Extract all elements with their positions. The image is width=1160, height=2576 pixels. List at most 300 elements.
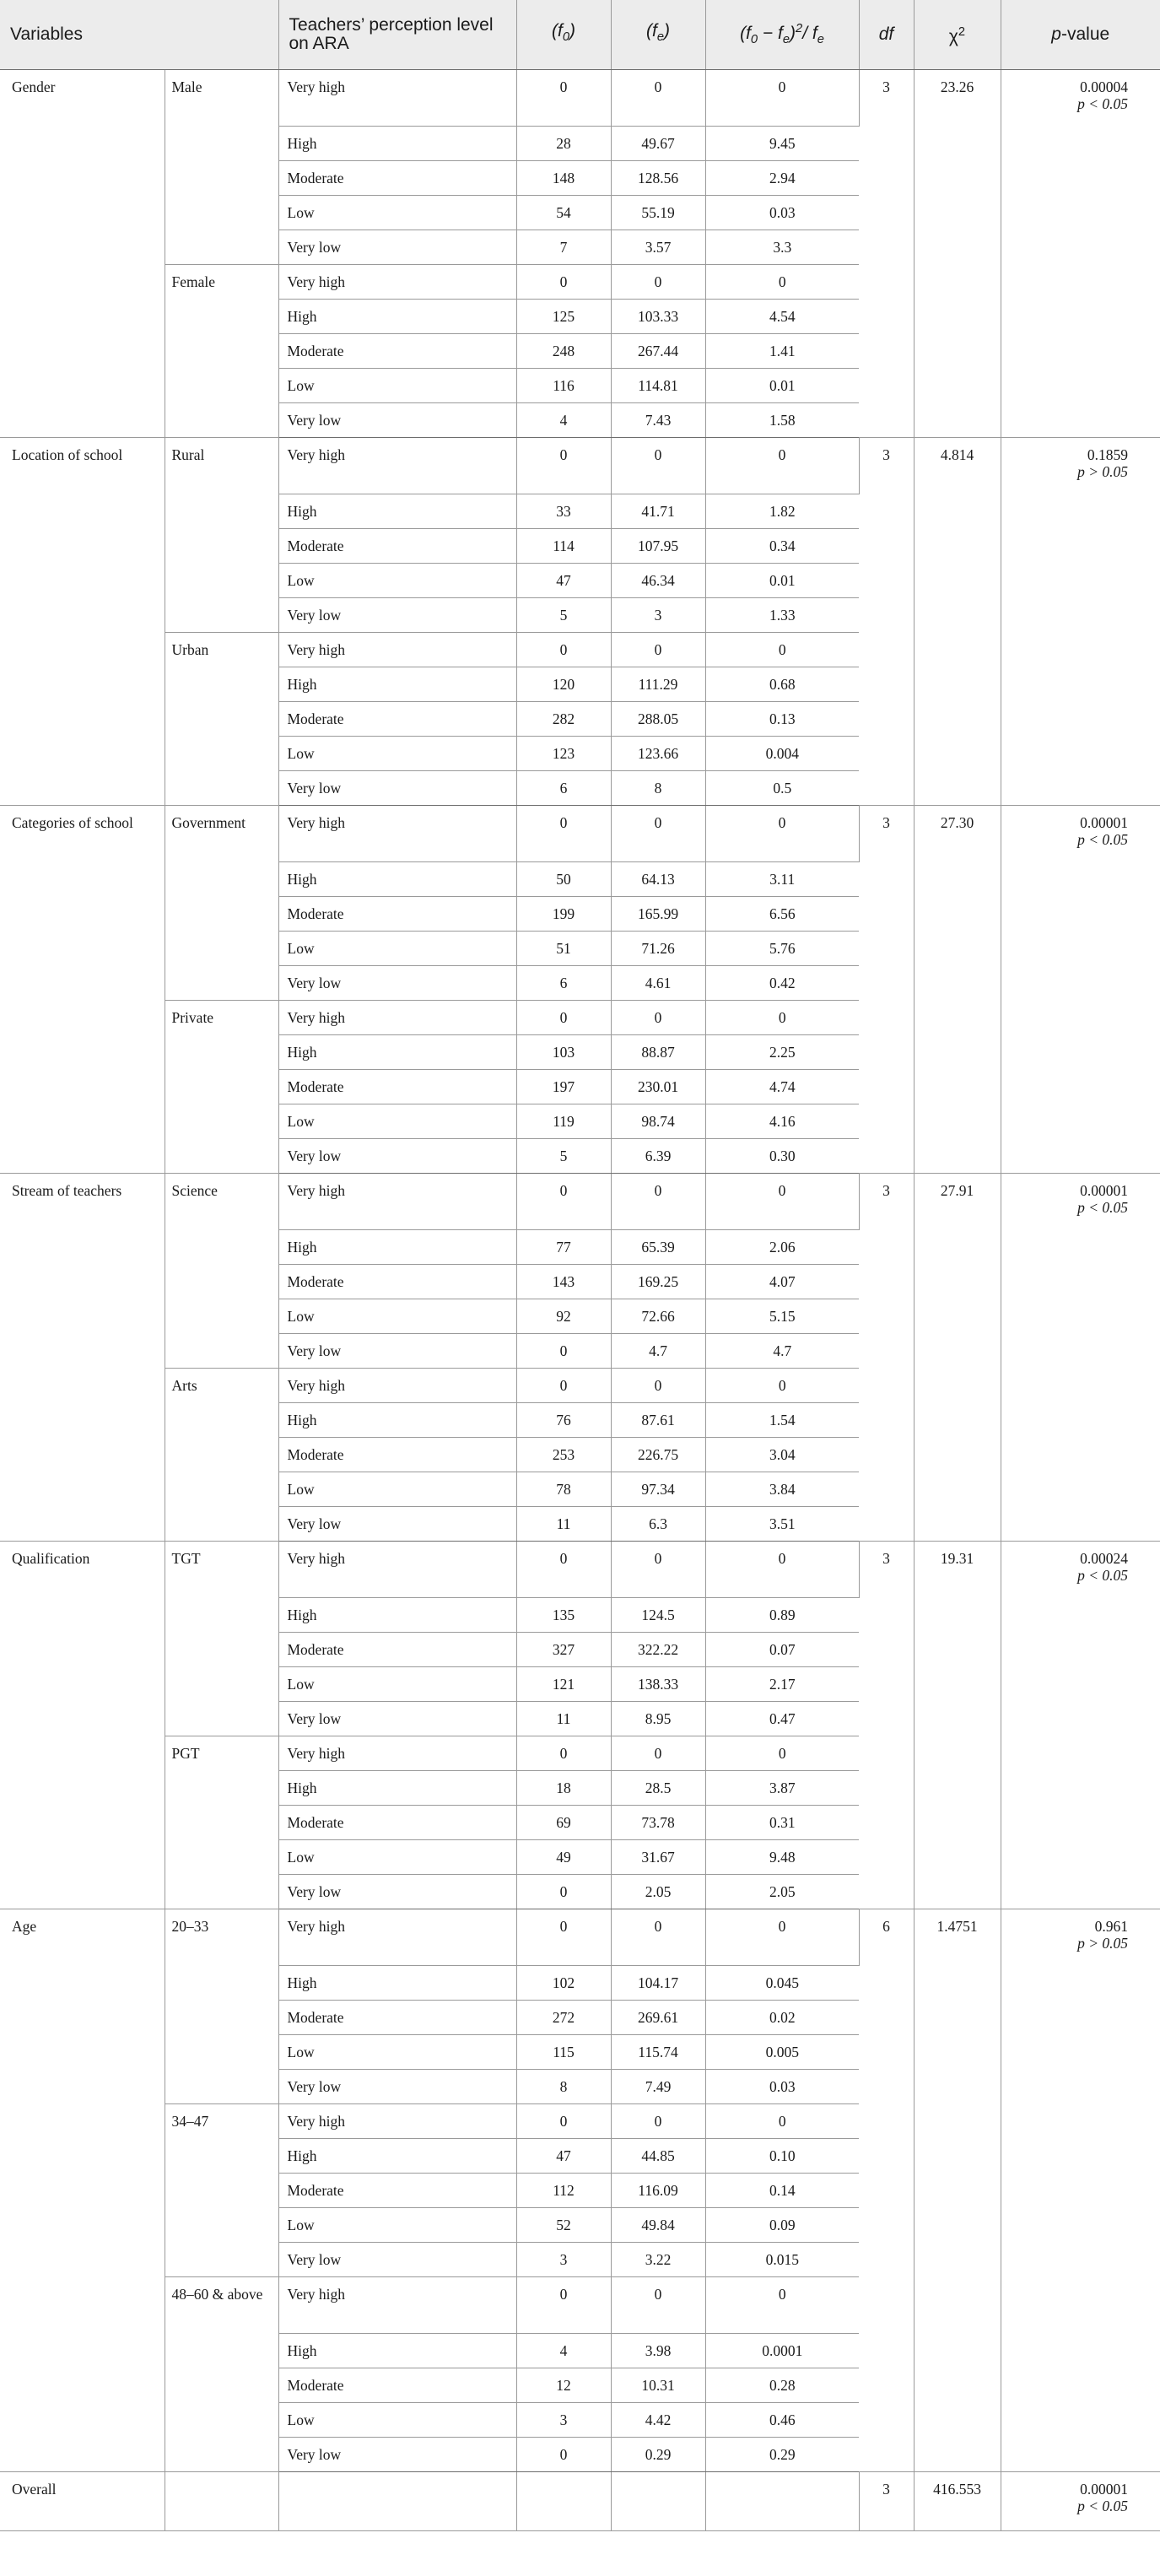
subgroup-name: Science (165, 1174, 278, 1369)
chi-component: 0.02 (705, 2001, 859, 2035)
observed-frequency: 0 (516, 1909, 611, 1966)
chi-component: 0.89 (705, 1598, 859, 1633)
variable-name: Stream of teachers (0, 1174, 165, 1542)
perception-level: Moderate (278, 2368, 516, 2403)
expected-frequency: 8.95 (611, 1702, 705, 1736)
perception-level: Low (278, 1667, 516, 1702)
chi-component: 0.005 (705, 2035, 859, 2070)
observed-frequency: 33 (516, 494, 611, 529)
empty-cell (516, 2472, 611, 2531)
subgroup-name: Male (165, 70, 278, 265)
observed-frequency: 0 (516, 2104, 611, 2139)
expected-frequency: 114.81 (611, 369, 705, 403)
perception-level: Moderate (278, 2001, 516, 2035)
p-value-number: 0.961 (1094, 1918, 1128, 1935)
expected-frequency: 55.19 (611, 196, 705, 230)
observed-frequency: 8 (516, 2070, 611, 2104)
expected-frequency: 0 (611, 1736, 705, 1771)
expected-frequency: 98.74 (611, 1104, 705, 1139)
expected-frequency: 165.99 (611, 897, 705, 932)
chi-square-value: 1.4751 (914, 1909, 1001, 2472)
observed-frequency: 7 (516, 230, 611, 265)
observed-frequency: 47 (516, 2139, 611, 2174)
perception-level: Very high (278, 1909, 516, 1966)
expected-frequency: 28.5 (611, 1771, 705, 1806)
perception-level: Moderate (278, 1806, 516, 1840)
degrees-of-freedom: 3 (859, 1542, 914, 1909)
observed-frequency: 0 (516, 1542, 611, 1598)
degrees-of-freedom: 6 (859, 1909, 914, 2472)
chi-component: 0.14 (705, 2174, 859, 2208)
chi-component: 3.04 (705, 1438, 859, 1472)
p-value (1001, 438, 1160, 806)
empty-cell (611, 2472, 705, 2531)
expected-frequency: 123.66 (611, 737, 705, 771)
chi-component: 3.51 (705, 1507, 859, 1542)
perception-level: Low (278, 369, 516, 403)
perception-level: Very high (278, 70, 516, 127)
observed-frequency: 50 (516, 862, 611, 897)
expected-frequency: 6.39 (611, 1139, 705, 1174)
perception-level: Moderate (278, 1070, 516, 1104)
chi-component: 0.46 (705, 2403, 859, 2438)
header-row (0, 0, 1160, 70)
perception-level: High (278, 1403, 516, 1438)
header-df: df (859, 0, 914, 70)
expected-frequency: 3.22 (611, 2243, 705, 2277)
expected-frequency: 71.26 (611, 932, 705, 966)
header-fe: $(f_e)$ (611, 0, 705, 70)
observed-frequency: 135 (516, 1598, 611, 1633)
expected-frequency: 169.25 (611, 1265, 705, 1299)
expected-frequency: 0 (611, 265, 705, 300)
perception-level: Moderate (278, 334, 516, 369)
perception-level: Very low (278, 1334, 516, 1369)
table-row (0, 438, 1160, 494)
observed-frequency: 18 (516, 1771, 611, 1806)
perception-level: High (278, 2334, 516, 2368)
perception-level: Moderate (278, 529, 516, 564)
observed-frequency: 76 (516, 1403, 611, 1438)
observed-frequency: 199 (516, 897, 611, 932)
observed-frequency: 0 (516, 1174, 611, 1230)
expected-frequency: 3.57 (611, 230, 705, 265)
subgroup-name: 34–47 (165, 2104, 278, 2277)
expected-frequency: 103.33 (611, 300, 705, 334)
p-value (1001, 2472, 1160, 2531)
chi-component: 1.54 (705, 1403, 859, 1438)
observed-frequency: 248 (516, 334, 611, 369)
observed-frequency: 114 (516, 529, 611, 564)
expected-frequency: 288.05 (611, 702, 705, 737)
perception-level: Low (278, 1299, 516, 1334)
expected-frequency: 0 (611, 1174, 705, 1230)
chi-component: 2.05 (705, 1875, 859, 1909)
significance-note: p > 0.05 (1077, 1935, 1128, 1952)
expected-frequency: 116.09 (611, 2174, 705, 2208)
expected-frequency: 0 (611, 2277, 705, 2334)
expected-frequency: 49.84 (611, 2208, 705, 2243)
perception-level: Very high (278, 1369, 516, 1403)
chi-component: 0.42 (705, 966, 859, 1001)
observed-frequency: 282 (516, 702, 611, 737)
chi-component: 1.58 (705, 403, 859, 438)
expected-frequency: 0 (611, 2104, 705, 2139)
perception-level: High (278, 1035, 516, 1070)
expected-frequency: 0 (611, 1909, 705, 1966)
variable-name: Location of school (0, 438, 165, 806)
expected-frequency: 128.56 (611, 161, 705, 196)
chi-component: 0.28 (705, 2368, 859, 2403)
chi-component: 0.13 (705, 702, 859, 737)
p-value (1001, 70, 1160, 438)
chi-component: 3.87 (705, 1771, 859, 1806)
table-row (0, 1542, 1160, 1598)
observed-frequency: 0 (516, 2277, 611, 2334)
chi-component: 0 (705, 1542, 859, 1598)
chi-component: 5.15 (705, 1299, 859, 1334)
expected-frequency: 111.29 (611, 667, 705, 702)
chi-component: 0 (705, 1001, 859, 1035)
subgroup-name: Female (165, 265, 278, 438)
perception-level: Low (278, 1104, 516, 1139)
expected-frequency: 269.61 (611, 2001, 705, 2035)
observed-frequency: 119 (516, 1104, 611, 1139)
observed-frequency: 5 (516, 1139, 611, 1174)
perception-level: Very low (278, 2243, 516, 2277)
table-row (0, 1909, 1160, 1966)
expected-frequency: 49.67 (611, 127, 705, 161)
observed-frequency: 121 (516, 1667, 611, 1702)
chi-component: 0.29 (705, 2438, 859, 2472)
chi-square-value: 23.26 (914, 70, 1001, 438)
expected-frequency: 322.22 (611, 1633, 705, 1667)
expected-frequency: 6.3 (611, 1507, 705, 1542)
observed-frequency: 3 (516, 2403, 611, 2438)
degrees-of-freedom: 3 (859, 1174, 914, 1542)
chi-square-value: 416.553 (914, 2472, 1001, 2531)
subgroup-name: Arts (165, 1369, 278, 1542)
chi-component: 0 (705, 438, 859, 494)
expected-frequency: 0 (611, 1001, 705, 1035)
perception-level: Very high (278, 2104, 516, 2139)
observed-frequency: 102 (516, 1966, 611, 2001)
perception-level: High (278, 1771, 516, 1806)
observed-frequency: 103 (516, 1035, 611, 1070)
table-row (0, 70, 1160, 127)
chi-component: 6.56 (705, 897, 859, 932)
observed-frequency: 0 (516, 438, 611, 494)
expected-frequency: 0 (611, 1369, 705, 1403)
chi-component: 0 (705, 1174, 859, 1230)
perception-level: High (278, 667, 516, 702)
perception-level: High (278, 127, 516, 161)
chi-component: 0 (705, 2104, 859, 2139)
perception-level: Very low (278, 1875, 516, 1909)
perception-level: Moderate (278, 702, 516, 737)
significance-note: p < 0.05 (1077, 2498, 1128, 2514)
table-body (0, 70, 1160, 2531)
significance-note: p < 0.05 (1077, 1567, 1128, 1584)
observed-frequency: 69 (516, 1806, 611, 1840)
degrees-of-freedom: 3 (859, 2472, 914, 2531)
expected-frequency: 87.61 (611, 1403, 705, 1438)
chi-component: 0 (705, 1736, 859, 1771)
perception-level: Moderate (278, 1438, 516, 1472)
observed-frequency: 54 (516, 196, 611, 230)
table-row (0, 806, 1160, 862)
perception-level: Very low (278, 2438, 516, 2472)
p-value-number: 0.00001 (1080, 1182, 1128, 1199)
perception-level: Very low (278, 598, 516, 633)
header-pvalue: p-value (1001, 0, 1160, 70)
perception-level: Very high (278, 806, 516, 862)
chi-component: 0 (705, 1369, 859, 1403)
observed-frequency: 0 (516, 1875, 611, 1909)
table-row (0, 1174, 1160, 1230)
observed-frequency: 123 (516, 737, 611, 771)
expected-frequency: 0 (611, 70, 705, 127)
chi-component: 4.16 (705, 1104, 859, 1139)
variable-name: Qualification (0, 1542, 165, 1909)
significance-note: p < 0.05 (1077, 831, 1128, 848)
expected-frequency: 7.49 (611, 2070, 705, 2104)
chi-component: 0.31 (705, 1806, 859, 1840)
perception-level: Moderate (278, 2174, 516, 2208)
expected-frequency: 31.67 (611, 1840, 705, 1875)
observed-frequency: 4 (516, 2334, 611, 2368)
perception-level: Very high (278, 2277, 516, 2334)
observed-frequency: 125 (516, 300, 611, 334)
expected-frequency: 226.75 (611, 1438, 705, 1472)
perception-level: Moderate (278, 897, 516, 932)
expected-frequency: 4.61 (611, 966, 705, 1001)
p-value-number: 0.1859 (1087, 446, 1128, 463)
perception-level: Very low (278, 1507, 516, 1542)
chi-component: 0.0001 (705, 2334, 859, 2368)
perception-level: High (278, 2139, 516, 2174)
chi-component: 0.68 (705, 667, 859, 702)
p-value (1001, 1909, 1160, 2472)
variable-name: Categories of school (0, 806, 165, 1174)
perception-level: Very low (278, 966, 516, 1001)
subgroup-name: Rural (165, 438, 278, 633)
subgroup-name: Government (165, 806, 278, 1001)
observed-frequency: 77 (516, 1230, 611, 1265)
chi-component: 0 (705, 806, 859, 862)
subgroup-name: Private (165, 1001, 278, 1174)
observed-frequency: 112 (516, 2174, 611, 2208)
perception-level: Moderate (278, 1265, 516, 1299)
chi-component: 0 (705, 633, 859, 667)
empty-cell (278, 2472, 516, 2531)
perception-level: Moderate (278, 161, 516, 196)
observed-frequency: 11 (516, 1507, 611, 1542)
chi-component: 0.34 (705, 529, 859, 564)
expected-frequency: 44.85 (611, 2139, 705, 2174)
empty-cell (165, 2472, 278, 2531)
overall-row (0, 2472, 1160, 2531)
observed-frequency: 92 (516, 1299, 611, 1334)
observed-frequency: 0 (516, 1334, 611, 1369)
observed-frequency: 49 (516, 1840, 611, 1875)
perception-level: Very high (278, 438, 516, 494)
chi-component: 0.47 (705, 1702, 859, 1736)
chi-component: 0.30 (705, 1139, 859, 1174)
expected-frequency: 138.33 (611, 1667, 705, 1702)
header-perception: Teachers’ perception level on ARA (278, 0, 516, 70)
perception-level: Very high (278, 1174, 516, 1230)
perception-level: Low (278, 737, 516, 771)
chi-component: 1.82 (705, 494, 859, 529)
observed-frequency: 3 (516, 2243, 611, 2277)
chi-component: 0.01 (705, 564, 859, 598)
empty-cell (705, 2472, 859, 2531)
chi-component: 4.07 (705, 1265, 859, 1299)
expected-frequency: 104.17 (611, 1966, 705, 2001)
observed-frequency: 0 (516, 2438, 611, 2472)
expected-frequency: 230.01 (611, 1070, 705, 1104)
chi-component: 2.06 (705, 1230, 859, 1265)
chi-component: 9.45 (705, 127, 859, 161)
chi-square-value: 27.91 (914, 1174, 1001, 1542)
perception-level: Moderate (278, 1633, 516, 1667)
expected-frequency: 0 (611, 1542, 705, 1598)
variable-name: Gender (0, 70, 165, 438)
observed-frequency: 5 (516, 598, 611, 633)
perception-level: Low (278, 1472, 516, 1507)
observed-frequency: 47 (516, 564, 611, 598)
observed-frequency: 51 (516, 932, 611, 966)
table-header (0, 0, 1160, 70)
expected-frequency: 0.29 (611, 2438, 705, 2472)
p-value (1001, 806, 1160, 1174)
header-f0: $(f_0)$ (516, 0, 611, 70)
degrees-of-freedom: 3 (859, 438, 914, 806)
observed-frequency: 12 (516, 2368, 611, 2403)
expected-frequency: 65.39 (611, 1230, 705, 1265)
expected-frequency: 115.74 (611, 2035, 705, 2070)
expected-frequency: 4.42 (611, 2403, 705, 2438)
p-value-number: 0.00024 (1080, 1550, 1128, 1567)
chi-component: 9.48 (705, 1840, 859, 1875)
chi-component: 0.004 (705, 737, 859, 771)
chi-component: 0 (705, 1909, 859, 1966)
perception-level: High (278, 862, 516, 897)
expected-frequency: 267.44 (611, 334, 705, 369)
perception-level: Low (278, 932, 516, 966)
expected-frequency: 73.78 (611, 1806, 705, 1840)
subgroup-name: PGT (165, 1736, 278, 1909)
subgroup-name: Urban (165, 633, 278, 806)
expected-frequency: 41.71 (611, 494, 705, 529)
chi-component: 0.045 (705, 1966, 859, 2001)
perception-level: Very low (278, 403, 516, 438)
expected-frequency: 4.7 (611, 1334, 705, 1369)
observed-frequency: 0 (516, 806, 611, 862)
observed-frequency: 0 (516, 70, 611, 127)
observed-frequency: 0 (516, 1001, 611, 1035)
chi-component: 0 (705, 2277, 859, 2334)
expected-frequency: 7.43 (611, 403, 705, 438)
significance-note: p > 0.05 (1077, 463, 1128, 480)
chi-component: 2.17 (705, 1667, 859, 1702)
chi-component: 0.01 (705, 369, 859, 403)
perception-level: Low (278, 2403, 516, 2438)
variable-name: Age (0, 1909, 165, 2472)
expected-frequency: 0 (611, 633, 705, 667)
perception-level: Low (278, 2035, 516, 2070)
chi-component: 0.03 (705, 2070, 859, 2104)
overall-label: Overall (0, 2472, 165, 2531)
chi-component: 0.10 (705, 2139, 859, 2174)
perception-level: Low (278, 564, 516, 598)
significance-note: p < 0.05 (1077, 1199, 1128, 1216)
chi-component: 3.84 (705, 1472, 859, 1507)
perception-level: Very high (278, 265, 516, 300)
chi-component: 0.015 (705, 2243, 859, 2277)
header-chi2: $\chi^2$ (914, 0, 1001, 70)
degrees-of-freedom: 3 (859, 806, 914, 1174)
observed-frequency: 116 (516, 369, 611, 403)
degrees-of-freedom: 3 (859, 70, 914, 438)
perception-level: Very low (278, 230, 516, 265)
perception-level: High (278, 1598, 516, 1633)
header-chi-component: $(f_0 - f_e)^2/$ $f_e$ (705, 0, 859, 70)
observed-frequency: 253 (516, 1438, 611, 1472)
chi-component: 0 (705, 265, 859, 300)
expected-frequency: 10.31 (611, 2368, 705, 2403)
observed-frequency: 327 (516, 1633, 611, 1667)
chi-component: 2.94 (705, 161, 859, 196)
chi-square-value: 4.814 (914, 438, 1001, 806)
expected-frequency: 46.34 (611, 564, 705, 598)
observed-frequency: 148 (516, 161, 611, 196)
perception-level: Very high (278, 1736, 516, 1771)
observed-frequency: 143 (516, 1265, 611, 1299)
perception-level: Very high (278, 633, 516, 667)
observed-frequency: 6 (516, 771, 611, 806)
perception-level: High (278, 494, 516, 529)
expected-frequency: 0 (611, 806, 705, 862)
observed-frequency: 0 (516, 1736, 611, 1771)
chi-component: 4.7 (705, 1334, 859, 1369)
chi-component: 0 (705, 70, 859, 127)
p-value (1001, 1542, 1160, 1909)
perception-level: Very low (278, 771, 516, 806)
perception-level: Very low (278, 1139, 516, 1174)
significance-note: p < 0.05 (1077, 95, 1128, 112)
perception-level: Very high (278, 1542, 516, 1598)
p-value (1001, 1174, 1160, 1542)
chi-component: 0.5 (705, 771, 859, 806)
observed-frequency: 0 (516, 265, 611, 300)
observed-frequency: 0 (516, 1369, 611, 1403)
perception-level: Low (278, 2208, 516, 2243)
chi-component: 5.76 (705, 932, 859, 966)
expected-frequency: 97.34 (611, 1472, 705, 1507)
chi-component: 0.09 (705, 2208, 859, 2243)
chi-component: 1.41 (705, 334, 859, 369)
perception-level: Very low (278, 2070, 516, 2104)
expected-frequency: 107.95 (611, 529, 705, 564)
perception-level: Low (278, 1840, 516, 1875)
expected-frequency: 8 (611, 771, 705, 806)
observed-frequency: 120 (516, 667, 611, 702)
expected-frequency: 0 (611, 438, 705, 494)
perception-level: High (278, 300, 516, 334)
subgroup-name: 48–60 & above (165, 2277, 278, 2472)
